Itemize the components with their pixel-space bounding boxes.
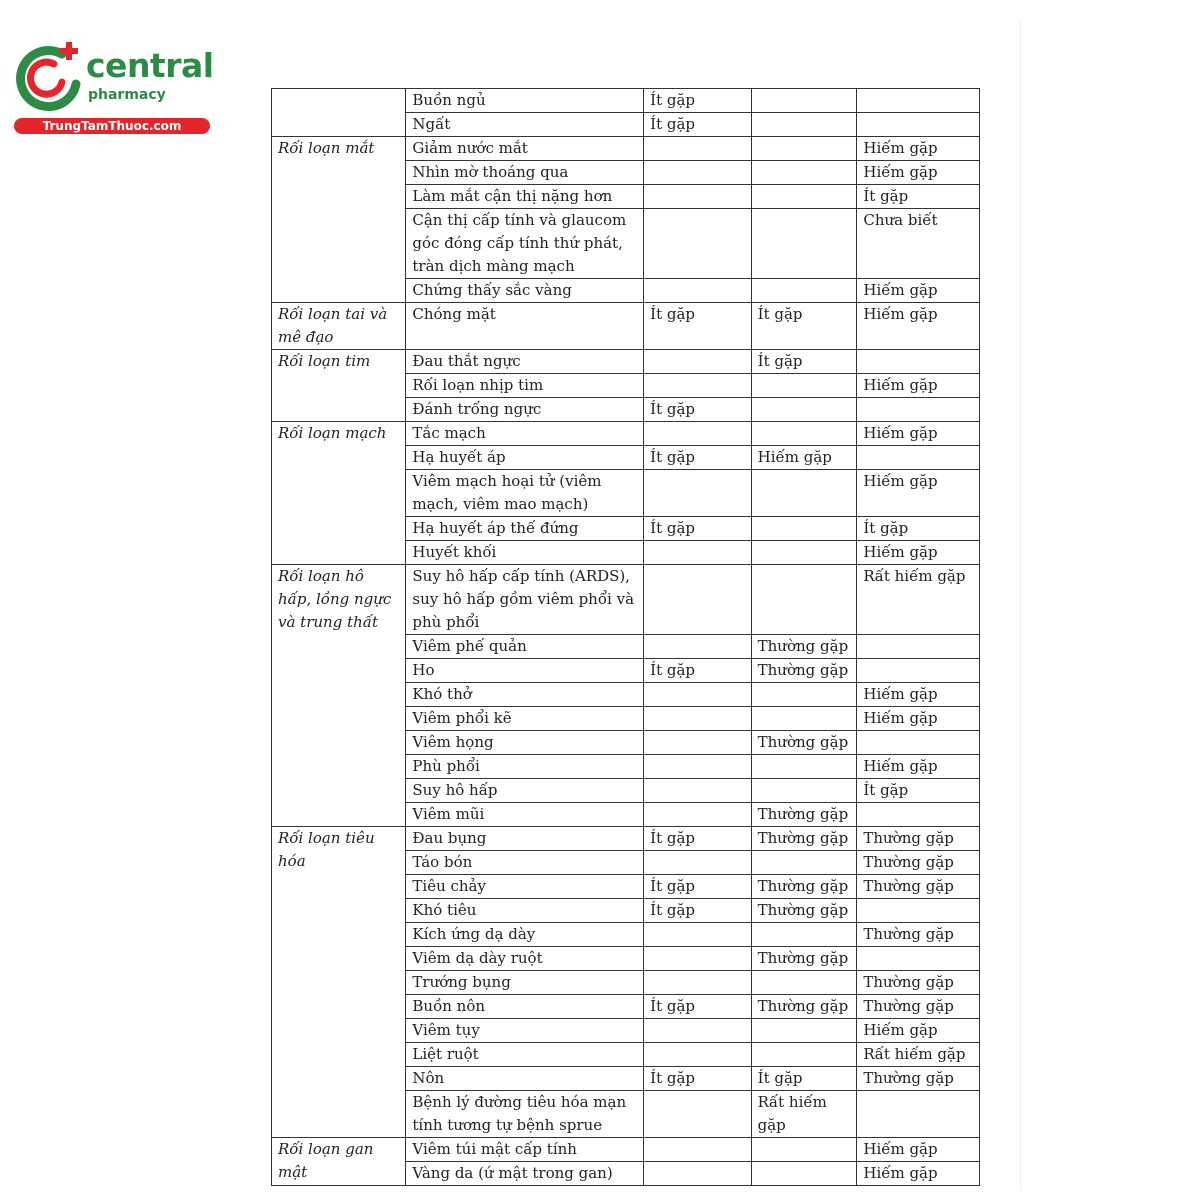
frequency-1-cell: Ít gặp (644, 995, 751, 1019)
reaction-cell: Tắc mạch (406, 422, 644, 446)
organ-class-cell (272, 89, 406, 137)
frequency-2-cell (751, 517, 857, 541)
brand-name: central (86, 46, 214, 85)
table-row (272, 303, 980, 350)
frequency-1-cell (644, 374, 751, 398)
frequency-1-cell (644, 923, 751, 947)
table-row (272, 350, 980, 374)
organ-class-cell: Rối loạn gan mật (272, 1138, 406, 1186)
frequency-2-cell (751, 707, 857, 731)
reaction-cell: Giảm nước mắt (406, 137, 644, 161)
frequency-3-cell (857, 89, 980, 113)
reaction-cell: Phù phổi (406, 755, 644, 779)
frequency-2-cell: Rất hiếm gặp (751, 1091, 857, 1138)
frequency-3-cell: Thường gặp (857, 851, 980, 875)
frequency-2-cell: Hiếm gặp (751, 446, 857, 470)
frequency-2-cell (751, 209, 857, 279)
frequency-2-cell (751, 1138, 857, 1162)
frequency-2-cell (751, 1019, 857, 1043)
frequency-1-cell (644, 470, 751, 517)
frequency-2-cell (751, 89, 857, 113)
frequency-3-cell: Ít gặp (857, 517, 980, 541)
reaction-cell: Viêm tụy (406, 1019, 644, 1043)
frequency-3-cell: Thường gặp (857, 875, 980, 899)
reaction-cell: Suy hô hấp (406, 779, 644, 803)
frequency-2-cell: Thường gặp (751, 803, 857, 827)
frequency-3-cell: Hiếm gặp (857, 755, 980, 779)
frequency-3-cell: Hiếm gặp (857, 707, 980, 731)
frequency-2-cell (751, 541, 857, 565)
frequency-1-cell (644, 947, 751, 971)
frequency-2-cell: Thường gặp (751, 995, 857, 1019)
reaction-cell: Ho (406, 659, 644, 683)
frequency-3-cell (857, 899, 980, 923)
frequency-2-cell (751, 755, 857, 779)
frequency-1-cell: Ít gặp (644, 659, 751, 683)
reaction-cell: Chóng mặt (406, 303, 644, 350)
reaction-cell: Khó thở (406, 683, 644, 707)
frequency-1-cell (644, 1162, 751, 1186)
reaction-cell: Bệnh lý đường tiêu hóa mạn tính tương tự bệnh sprue (406, 1091, 644, 1138)
frequency-3-cell (857, 1091, 980, 1138)
frequency-1-cell: Ít gặp (644, 875, 751, 899)
frequency-2-cell (751, 1043, 857, 1067)
table-row (272, 565, 980, 635)
reaction-cell: Táo bón (406, 851, 644, 875)
frequency-1-cell (644, 707, 751, 731)
frequency-1-cell: Ít gặp (644, 446, 751, 470)
frequency-1-cell (644, 185, 751, 209)
logo-mark-icon (10, 38, 90, 118)
frequency-1-cell (644, 731, 751, 755)
reaction-cell: Chứng thấy sắc vàng (406, 279, 644, 303)
reaction-cell: Viêm phế quản (406, 635, 644, 659)
frequency-2-cell: Ít gặp (751, 1067, 857, 1091)
reaction-cell: Đau thắt ngực (406, 350, 644, 374)
frequency-3-cell: Thường gặp (857, 971, 980, 995)
reaction-cell: Viêm dạ dày ruột (406, 947, 644, 971)
reaction-cell: Hạ huyết áp thế đứng (406, 517, 644, 541)
reaction-cell: Làm mắt cận thị nặng hơn (406, 185, 644, 209)
frequency-2-cell (751, 683, 857, 707)
frequency-3-cell: Thường gặp (857, 1067, 980, 1091)
frequency-1-cell (644, 755, 751, 779)
organ-class-cell: Rối loạn hô hấp, lồng ngực và trung thất (272, 565, 406, 827)
frequency-3-cell (857, 113, 980, 137)
frequency-3-cell: Hiếm gặp (857, 1138, 980, 1162)
reaction-cell: Kích ứng dạ dày (406, 923, 644, 947)
organ-class-cell: Rối loạn tiêu hóa (272, 827, 406, 1138)
reaction-cell: Viêm phổi kẽ (406, 707, 644, 731)
reaction-cell: Nôn (406, 1067, 644, 1091)
reaction-cell: Đau bụng (406, 827, 644, 851)
table-row (272, 137, 980, 161)
frequency-3-cell: Hiếm gặp (857, 137, 980, 161)
reaction-cell: Ngất (406, 113, 644, 137)
frequency-3-cell: Thường gặp (857, 827, 980, 851)
frequency-2-cell (751, 422, 857, 446)
frequency-2-cell (751, 971, 857, 995)
frequency-1-cell (644, 1138, 751, 1162)
frequency-3-cell: Hiếm gặp (857, 470, 980, 517)
frequency-1-cell (644, 1019, 751, 1043)
frequency-1-cell (644, 1043, 751, 1067)
organ-class-cell: Rối loạn tim (272, 350, 406, 422)
frequency-1-cell (644, 803, 751, 827)
frequency-2-cell (751, 161, 857, 185)
frequency-2-cell: Thường gặp (751, 635, 857, 659)
frequency-3-cell (857, 803, 980, 827)
frequency-2-cell (751, 923, 857, 947)
frequency-2-cell (751, 279, 857, 303)
frequency-2-cell (751, 470, 857, 517)
frequency-2-cell (751, 137, 857, 161)
frequency-3-cell: Ít gặp (857, 779, 980, 803)
frequency-3-cell: Hiếm gặp (857, 422, 980, 446)
frequency-2-cell (751, 565, 857, 635)
frequency-1-cell (644, 137, 751, 161)
reaction-cell: Viêm mũi (406, 803, 644, 827)
reaction-cell: Vàng da (ứ mật trong gan) (406, 1162, 644, 1186)
table-row (272, 422, 980, 446)
frequency-3-cell: Thường gặp (857, 923, 980, 947)
reaction-cell: Liệt ruột (406, 1043, 644, 1067)
reaction-cell: Huyết khối (406, 541, 644, 565)
frequency-3-cell: Rất hiếm gặp (857, 565, 980, 635)
frequency-1-cell: Ít gặp (644, 113, 751, 137)
frequency-3-cell (857, 947, 980, 971)
frequency-1-cell (644, 851, 751, 875)
frequency-1-cell (644, 683, 751, 707)
organ-class-cell: Rối loạn mạch (272, 422, 406, 565)
reaction-cell: Nhìn mờ thoáng qua (406, 161, 644, 185)
frequency-3-cell: Hiếm gặp (857, 161, 980, 185)
frequency-3-cell: Ít gặp (857, 185, 980, 209)
reaction-cell: Tiêu chảy (406, 875, 644, 899)
page-edge (1020, 20, 1021, 1190)
frequency-3-cell: Hiếm gặp (857, 303, 980, 350)
frequency-1-cell (644, 779, 751, 803)
reaction-cell: Đánh trống ngực (406, 398, 644, 422)
frequency-3-cell: Hiếm gặp (857, 374, 980, 398)
frequency-3-cell (857, 659, 980, 683)
reaction-cell: Buồn ngủ (406, 89, 644, 113)
frequency-1-cell (644, 279, 751, 303)
frequency-2-cell: Thường gặp (751, 875, 857, 899)
frequency-1-cell (644, 1091, 751, 1138)
frequency-3-cell: Thường gặp (857, 995, 980, 1019)
adverse-reactions-table (271, 88, 980, 1186)
frequency-3-cell (857, 635, 980, 659)
table-row (272, 1138, 980, 1162)
frequency-2-cell: Ít gặp (751, 350, 857, 374)
frequency-2-cell: Thường gặp (751, 659, 857, 683)
reaction-cell: Viêm mạch hoại tử (viêm mạch, viêm mao mạch) (406, 470, 644, 517)
frequency-2-cell (751, 779, 857, 803)
frequency-3-cell: Hiếm gặp (857, 1162, 980, 1186)
reaction-cell: Hạ huyết áp (406, 446, 644, 470)
reaction-cell: Viêm túi mật cấp tính (406, 1138, 644, 1162)
frequency-1-cell (644, 971, 751, 995)
frequency-1-cell (644, 422, 751, 446)
frequency-1-cell: Ít gặp (644, 1067, 751, 1091)
frequency-1-cell: Ít gặp (644, 398, 751, 422)
frequency-3-cell: Hiếm gặp (857, 1019, 980, 1043)
frequency-1-cell: Ít gặp (644, 89, 751, 113)
frequency-3-cell: Rất hiếm gặp (857, 1043, 980, 1067)
frequency-3-cell (857, 398, 980, 422)
frequency-1-cell (644, 350, 751, 374)
frequency-2-cell (751, 374, 857, 398)
brand-subtitle: pharmacy (88, 87, 166, 103)
organ-class-cell: Rối loạn tai và mê đạo (272, 303, 406, 350)
frequency-1-cell (644, 635, 751, 659)
frequency-1-cell (644, 541, 751, 565)
frequency-2-cell (751, 113, 857, 137)
frequency-1-cell (644, 161, 751, 185)
reaction-cell: Suy hô hấp cấp tính (ARDS), suy hô hấp gồm viêm phổi và phù phổi (406, 565, 644, 635)
frequency-1-cell (644, 565, 751, 635)
reaction-cell: Viêm họng (406, 731, 644, 755)
reaction-cell: Rối loạn nhịp tim (406, 374, 644, 398)
frequency-1-cell: Ít gặp (644, 899, 751, 923)
frequency-3-cell (857, 446, 980, 470)
frequency-3-cell: Hiếm gặp (857, 541, 980, 565)
table-row (272, 827, 980, 851)
frequency-2-cell: Ít gặp (751, 303, 857, 350)
reaction-cell: Buồn nôn (406, 995, 644, 1019)
reaction-cell: Khó tiêu (406, 899, 644, 923)
site-url[interactable]: TrungTamThuoc.com (14, 118, 210, 134)
organ-class-cell: Rối loạn mắt (272, 137, 406, 303)
frequency-2-cell (751, 398, 857, 422)
frequency-2-cell (751, 1162, 857, 1186)
frequency-1-cell (644, 209, 751, 279)
frequency-3-cell (857, 731, 980, 755)
frequency-2-cell: Thường gặp (751, 731, 857, 755)
side-stamp (1012, 330, 1030, 490)
frequency-2-cell (751, 851, 857, 875)
frequency-2-cell (751, 185, 857, 209)
reaction-cell: Trướng bụng (406, 971, 644, 995)
frequency-3-cell: Hiếm gặp (857, 279, 980, 303)
reaction-cell: Cận thị cấp tính và glaucom góc đóng cấp tính thứ phát, tràn dịch màng mạch (406, 209, 644, 279)
frequency-2-cell: Thường gặp (751, 899, 857, 923)
frequency-3-cell: Chưa biết (857, 209, 980, 279)
frequency-1-cell: Ít gặp (644, 517, 751, 541)
frequency-2-cell: Thường gặp (751, 947, 857, 971)
frequency-1-cell: Ít gặp (644, 303, 751, 350)
frequency-1-cell: Ít gặp (644, 827, 751, 851)
table-row (272, 89, 980, 113)
frequency-3-cell (857, 350, 980, 374)
frequency-2-cell: Thường gặp (751, 827, 857, 851)
frequency-3-cell: Hiếm gặp (857, 683, 980, 707)
